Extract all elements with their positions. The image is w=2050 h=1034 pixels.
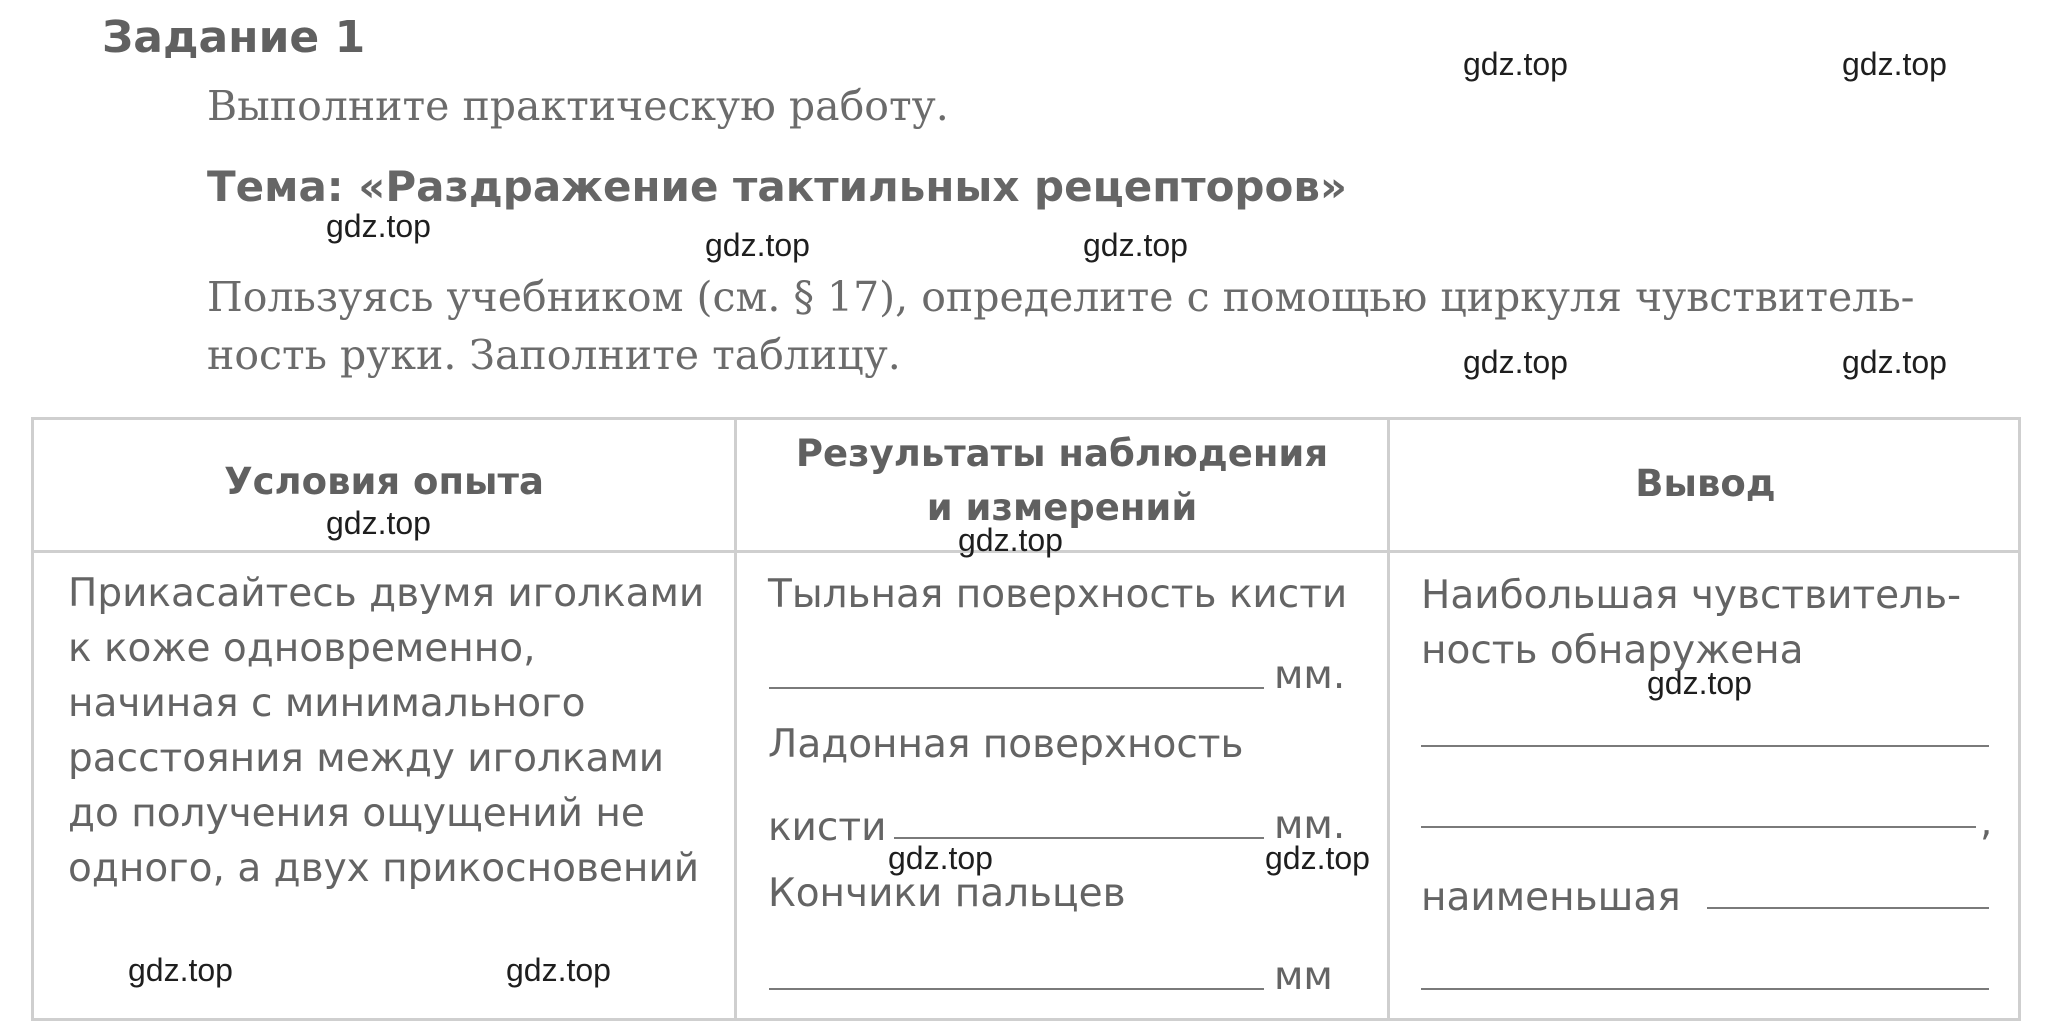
watermark: gdz.top: [1463, 46, 1568, 82]
header-results-line-1: Результаты наблюдения: [795, 432, 1329, 475]
watermark: gdz.top: [1842, 344, 1947, 380]
watermark: gdz.top: [326, 505, 431, 541]
answer-blank[interactable]: [1421, 826, 1976, 828]
paragraph-line-1: Пользуясь учебником (см. § 17), определите с помощью циркуля чувствитель-: [207, 273, 1915, 321]
watermark: gdz.top: [326, 208, 431, 244]
watermark: gdz.top: [506, 952, 611, 988]
header-results-line-2: и измерений: [926, 486, 1198, 529]
topic-label: Тема: «: [207, 162, 386, 211]
least-label: наименьшая: [1421, 875, 1681, 920]
topic-line: [207, 162, 1347, 211]
topic-title: Раздражение тактильных рецепторов: [385, 162, 1320, 211]
task-heading: Задание 1: [102, 12, 366, 63]
watermark: gdz.top: [1647, 665, 1752, 701]
palm-surface-cont: кисти: [768, 805, 887, 850]
watermark: gdz.top: [1842, 46, 1947, 82]
header-results: [737, 427, 1387, 535]
conditions-line: до получения ощущений не: [68, 791, 645, 836]
unit-mm: мм: [1274, 954, 1333, 999]
fingertips-label: Кончики пальцев: [768, 871, 1126, 916]
answer-blank[interactable]: [894, 837, 1264, 839]
conclusion-text: [1421, 568, 1961, 678]
header-conditions: Условия опыта: [224, 460, 544, 503]
palm-surface-label: Ладонная поверхность: [768, 722, 1244, 767]
paragraph-line-2: ность руки. Заполните таблицу.: [207, 331, 901, 379]
watermark: gdz.top: [1463, 344, 1568, 380]
conditions-line: к коже одновременно,: [68, 626, 536, 671]
unit-mm: мм.: [1274, 653, 1346, 698]
conditions-line: расстояния между иголками: [68, 736, 665, 781]
conditions-text: [68, 566, 704, 896]
watermark: gdz.top: [705, 227, 810, 263]
answer-blank[interactable]: [1421, 988, 1989, 990]
conditions-line: одного, а двух прикосновений: [68, 846, 700, 891]
answer-blank[interactable]: [769, 687, 1264, 689]
instruction-text: Выполните практическую работу.: [207, 82, 949, 130]
conditions-line: Прикасайтесь двумя иголками: [68, 571, 705, 616]
comma-mark: ,: [1980, 800, 1993, 845]
conclusion-line-1: Наибольшая чувствитель-: [1421, 573, 1962, 618]
back-surface-label: Тыльная поверхность кисти: [768, 572, 1348, 617]
unit-mm: мм.: [1274, 803, 1346, 848]
answer-blank[interactable]: [1421, 745, 1989, 747]
task-paragraph: [207, 268, 1915, 384]
conditions-line: начиная с минимального: [68, 681, 586, 726]
watermark: gdz.top: [958, 522, 1063, 558]
answer-blank[interactable]: [769, 988, 1264, 990]
watermark: gdz.top: [1083, 227, 1188, 263]
watermark: gdz.top: [1265, 840, 1370, 876]
watermark: gdz.top: [888, 840, 993, 876]
topic-close: »: [1319, 162, 1348, 211]
answer-blank[interactable]: [1707, 907, 1989, 909]
header-conclusion: Вывод: [1635, 462, 1776, 505]
conclusion-line-2: ность обнаружена: [1421, 628, 1804, 673]
watermark: gdz.top: [128, 952, 233, 988]
